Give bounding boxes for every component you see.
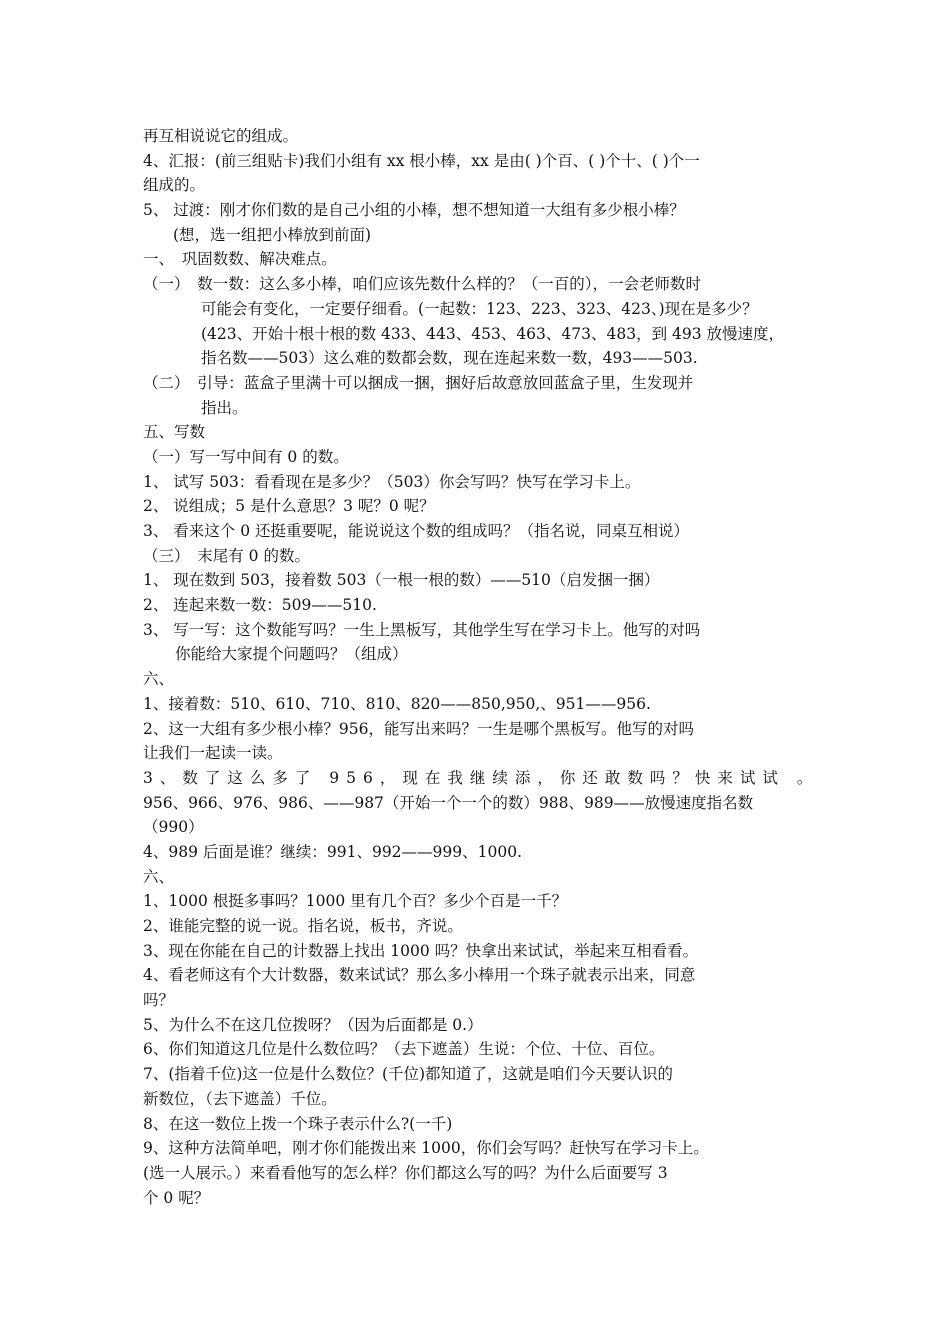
text-line: 2、谁能完整的说一说。指名说，板书，齐说。	[143, 917, 463, 935]
text-line: 4、989 后面是谁？继续：991、992——999、1000.	[143, 842, 523, 861]
text-line: （三） 末尾有 0 的数。	[143, 546, 310, 565]
text-line: 4、汇报：(前三组贴卡)我们小组有 xx 根小棒，xx 是由( )个百、( )个十、( )个一	[143, 151, 700, 170]
text-line: 可能会有变化，一定要仔细看。(一起数：123、223、323、423、)现在是多少？	[201, 299, 758, 318]
text-line: 6、你们知道这几位是什么数位吗？（去下遮盖）生说：个位、十位、百位。	[143, 1040, 665, 1059]
text-line: 1、 现在数到 503，接着数 503（一根一根的数）——510（启发捆一捆）	[143, 571, 660, 590]
text-line: 吗？	[143, 991, 175, 1010]
section-heading: 六、	[143, 867, 175, 886]
text-line: 5、 过渡：刚才你们数的是自己小组的小棒，想不想知道一大组有多少根小棒？	[143, 201, 685, 220]
text-line: 3、 看来这个 0 还挺重要呢，能说说这个数的组成吗？（指名说，同桌互相说）	[143, 522, 690, 540]
text-line: 2、 连起来数一数：509——510.	[143, 596, 377, 615]
text-line: 再互相说说它的组成。	[143, 127, 299, 145]
text-line: 1、 试写 503：看看现在是多少？（503）你会写吗？快写在学习卡上。	[143, 472, 641, 491]
text-line: 个 0 呢？	[143, 1188, 210, 1207]
text-line: 指出。	[201, 398, 248, 417]
text-line: (423、开始十根十根的数 433、443、453、463、473、483，到 493 放慢速度，	[201, 324, 785, 343]
text-line: 2、这一大组有多少根小棒？956，能写出来吗？一生是哪个黑板写。他写的对吗	[143, 719, 694, 738]
text-line: 8、在这一数位上拨一个珠子表示什么?(一千)	[143, 1114, 453, 1133]
section-heading: 六、	[143, 670, 175, 689]
text-line: （990）	[143, 818, 204, 837]
text-line: （一） 数一数：这么多小棒，咱们应该先数什么样的？（一百的），一会老师数时	[143, 275, 702, 294]
text-line: 你能给大家提个问题吗？（组成）	[175, 645, 408, 664]
text-line: 组成的。	[143, 176, 206, 195]
text-line: 新数位，（去下遮盖）千位。	[143, 1089, 337, 1108]
text-line: 让我们一起读一读。	[143, 744, 283, 763]
section-heading: 一、 巩固数数、解决难点。	[143, 250, 337, 269]
text-line: 9、这种方法简单吧，刚才你们能拨出来 1000，你们会写吗？赶快写在学习卡上。	[143, 1139, 709, 1158]
text-line: 1、1000 根挺多事吗？1000 里有几个百？多少个百是一千？	[143, 892, 568, 911]
text-line: 4、看老师这有个大计数器，数来试试？那么多小棒用一个珠子就表示出来，同意	[143, 966, 696, 985]
text-line: (想，选一组把小棒放到前面)	[173, 225, 372, 244]
text-line: 3、现在你能在自己的计数器上找出 1000 吗？快拿出来试试，举起来互相看看。	[143, 941, 699, 960]
document-body	[143, 124, 820, 1210]
text-line: 1、接着数：510、610、710、810、820——850,950,、951——956.	[143, 694, 651, 713]
text-line: 7、(指着千位)这一位是什么数位？(千位)都知道了，这就是咱们今天要认识的	[143, 1065, 674, 1084]
text-line: （二） 引导：蓝盒子里满十可以捆成一捆，捆好后故意放回蓝盒子里，生发现并	[143, 373, 694, 392]
text-line: 2、 说组成；5 是什么意思？3 呢？0 呢？	[143, 497, 435, 516]
text-line: 5、为什么不在这几位拨呀？（因为后面都是 0.）	[143, 1015, 483, 1034]
text-line: 956、966、976、986、——987（开始一个一个的数）988、989——放慢速度指名数	[143, 793, 754, 812]
text-line: 指名数——503）这么难的数都会数，现在连起来数一数，493——503.	[201, 349, 698, 368]
section-heading: 五、写数	[143, 423, 206, 442]
text-line: （一）写一写中间有 0 的数。	[143, 447, 349, 466]
text-line: 3、数了这么多了 956，现在我继续添，你还敢数吗？快来试试 。	[143, 768, 820, 787]
text-line: 3、 写一写：这个数能写吗？一生上黑板写，其他学生写在学习卡上。他写的对吗	[143, 620, 701, 639]
text-line: (选一人展示。）来看看他写的怎么样？你们都这么写的吗？为什么后面要写 3	[143, 1163, 668, 1182]
